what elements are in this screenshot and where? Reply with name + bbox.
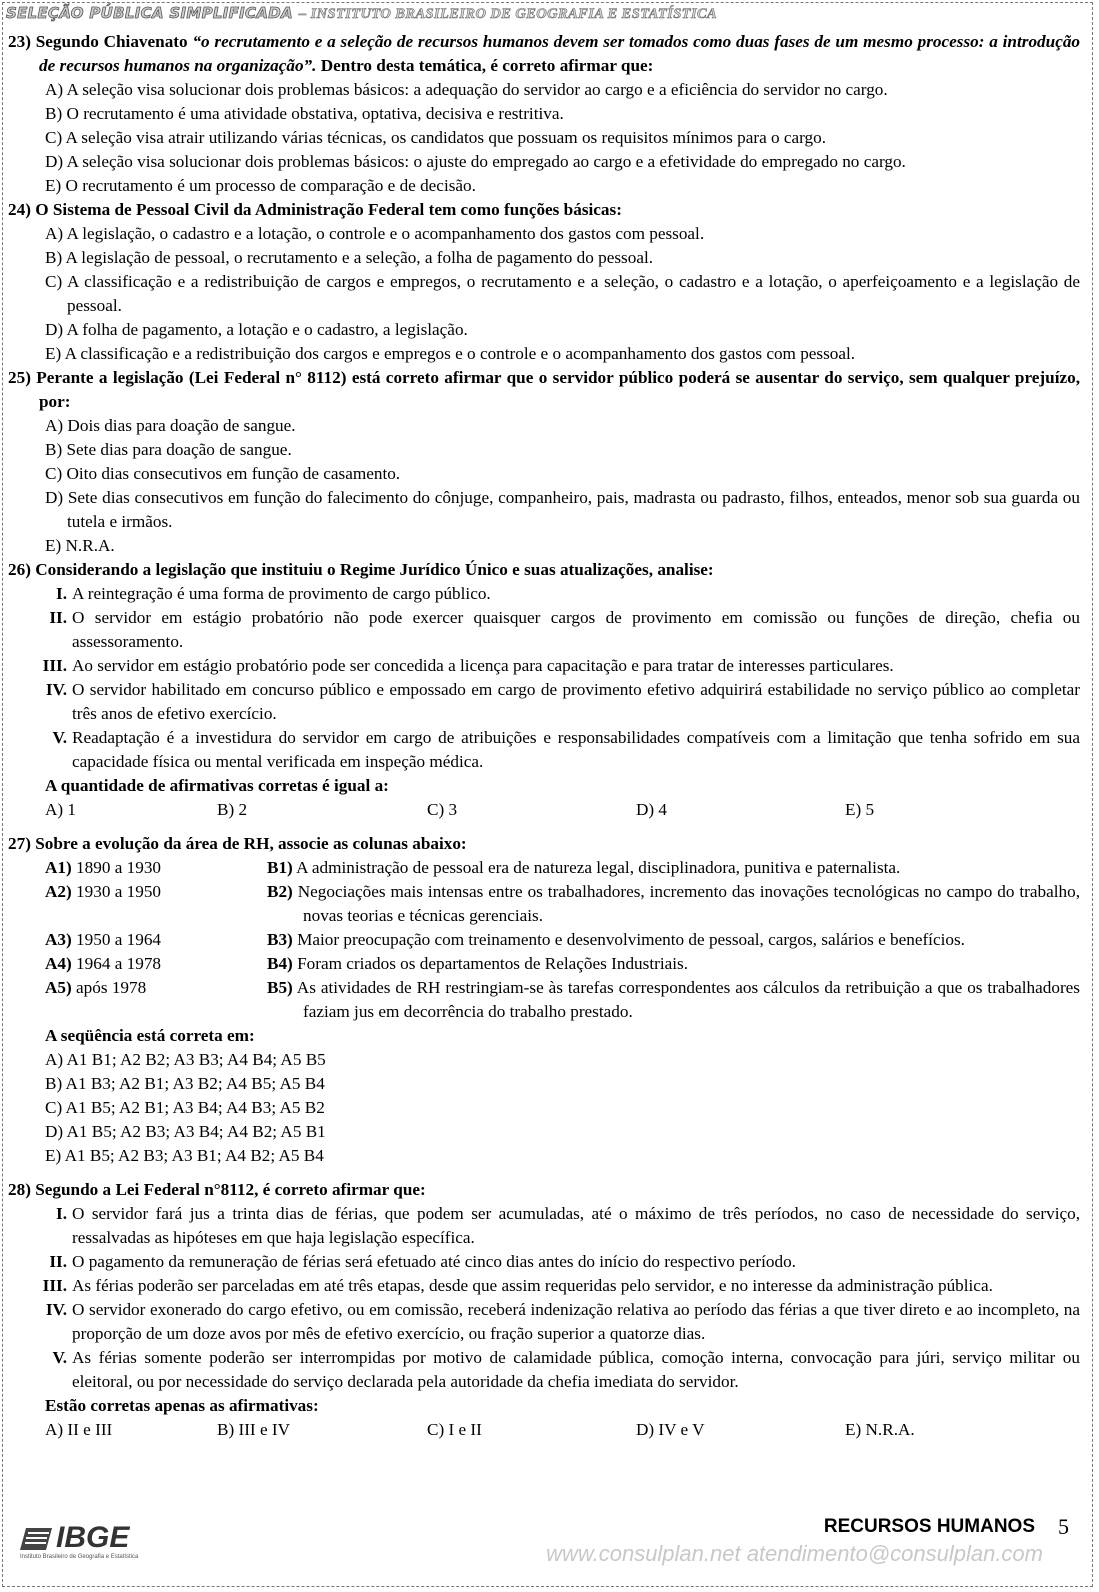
question-25 bbox=[8, 366, 1080, 558]
option-e: E) O recrutamento é um processo de comparação e de decisão. bbox=[45, 176, 476, 195]
column-a-period: 1950 a 1964 bbox=[76, 930, 162, 949]
exam-content bbox=[8, 30, 1080, 1442]
options-row bbox=[8, 798, 1080, 822]
column-a-period: 1964 a 1978 bbox=[76, 954, 162, 973]
ibge-logo bbox=[18, 1522, 148, 1564]
statement-number: IV. bbox=[45, 680, 67, 699]
statement-text: O servidor habilitado em concurso público e empossado em cargo de provimento efetivo adquirirá estabilidade no serviço público ao completar três anos de efetivo exercício. bbox=[72, 680, 1080, 723]
statement-number: I. bbox=[56, 1204, 67, 1223]
option-a: A) Dois dias para doação de sangue. bbox=[45, 416, 296, 435]
column-b-text: Foram criados os departamentos de Relações Industriais. bbox=[297, 954, 688, 973]
column-b-label: B2) bbox=[267, 882, 293, 901]
option-c: C) A seleção visa atrair utilizando várias técnicas, os candidatos que possuam os requisitos mínimos para o cargo. bbox=[45, 128, 827, 147]
statement bbox=[30, 654, 1080, 678]
ibge-logo-icon bbox=[18, 1524, 54, 1554]
column-a-label: A3) bbox=[45, 930, 72, 949]
question-lead: Segundo Chiavenato bbox=[35, 32, 188, 51]
question-title: 28) Segundo a Lei Federal n°8112, é correto afirmar que: bbox=[8, 1180, 426, 1199]
column-a-label: A4) bbox=[45, 954, 72, 973]
column-a-label: A1) bbox=[45, 858, 72, 877]
statement bbox=[30, 678, 1080, 726]
association-row bbox=[8, 928, 1080, 952]
question-title: 26) Considerando a legislação que instituiu o Regime Jurídico Único e suas atualizações, analise: bbox=[8, 560, 714, 579]
statement-text: O servidor em estágio probatório não pode exercer quaisquer cargos de provimento em comissão ou funções de direção, chefia ou assessoramento. bbox=[72, 608, 1080, 651]
question-24 bbox=[8, 198, 1080, 366]
option-b: B) O recrutamento é uma atividade obstativa, optativa, decisiva e restritiva. bbox=[45, 104, 564, 123]
option-c: C) Oito dias consecutivos em função de casamento. bbox=[45, 464, 401, 483]
column-b-label: B5) bbox=[267, 978, 293, 997]
question-title: 25) Perante a legislação (Lei Federal n° 8112) está correto afirmar que o servidor público poderá se ausentar do serviço, sem qualquer prejuízo, por: bbox=[8, 368, 1080, 411]
logo-text: IBGE bbox=[56, 1521, 130, 1554]
question-subhead: Estão corretas apenas as afirmativas: bbox=[45, 1396, 319, 1415]
option-b: B) III e IV bbox=[217, 1420, 291, 1439]
statement bbox=[30, 726, 1080, 774]
association-row bbox=[8, 952, 1080, 976]
question-tail: Dentro desta temática, é correto afirmar que: bbox=[320, 56, 654, 75]
option-e: E) 5 bbox=[845, 800, 875, 819]
statement bbox=[30, 1298, 1080, 1346]
statement-number: II. bbox=[49, 1252, 67, 1271]
option-e: E) A1 B5; A2 B3; A3 B1; A4 B2; A5 B4 bbox=[45, 1146, 324, 1165]
statement-number: IV. bbox=[45, 1300, 67, 1319]
statement-number: III. bbox=[42, 656, 67, 675]
option-b: B) 2 bbox=[217, 800, 248, 819]
statement-text: A reintegração é uma forma de provimento de cargo público. bbox=[72, 584, 491, 603]
option-e: E) N.R.A. bbox=[45, 536, 115, 555]
statement-text: As férias poderão ser parceladas em até três etapas, desde que assim requeridas pelo servidor, e no interesse da administração pública. bbox=[72, 1276, 993, 1295]
statement bbox=[30, 1274, 1080, 1298]
option-e: E) N.R.A. bbox=[845, 1420, 915, 1439]
logo-subtitle: Instituto Brasileiro de Geografia e Estatística bbox=[20, 1554, 139, 1560]
options-row bbox=[8, 1418, 1080, 1442]
option-d: D) A1 B5; A2 B3; A3 B4; A4 B2; A5 B1 bbox=[45, 1122, 326, 1141]
column-b-label: B3) bbox=[267, 930, 293, 949]
statement-number: V. bbox=[52, 1348, 67, 1367]
option-b: B) A1 B3; A2 B1; A3 B2; A4 B5; A5 B4 bbox=[45, 1074, 325, 1093]
statement-text: As férias somente poderão ser interrompidas por motivo de calamidade pública, comoção interna, convocação para júri, serviço militar ou eleitoral, ou por necessidade do serviço declarada pela autoridade da chefia imediata do servidor. bbox=[72, 1348, 1080, 1391]
question-subhead: A quantidade de afirmativas corretas é igual a: bbox=[45, 776, 389, 795]
statement-number: I. bbox=[56, 584, 67, 603]
statement-text: Ao servidor em estágio probatório pode ser concedida a licença para capacitação e para tratar de interesses particulares. bbox=[72, 656, 894, 675]
question-title: 27) Sobre a evolução da área de RH, associe as colunas abaixo: bbox=[8, 834, 467, 853]
column-b-label: B4) bbox=[267, 954, 293, 973]
statement-text: Readaptação é a investidura do servidor em cargo de atribuições e responsabilidades compatíveis com a limitação que tenha sofrido em sua capacidade física ou mental verificada em inspeção médica. bbox=[72, 728, 1080, 771]
column-b-label: B1) bbox=[267, 858, 293, 877]
column-a-label: A2) bbox=[45, 882, 72, 901]
statement bbox=[30, 1202, 1080, 1250]
statement-text: O servidor fará jus a trinta dias de férias, que podem ser acumuladas, até o máximo de três períodos, no caso de necessidade do serviço, ressalvadas as hipóteses em que haja legislação específica. bbox=[72, 1204, 1080, 1247]
option-d: D) Sete dias consecutivos em função do falecimento do cônjuge, companheiro, pais, madrasta ou padrasto, filhos, enteados, menor sob sua guarda ou tutela e irmãos. bbox=[45, 488, 1080, 531]
option-e: E) A classificação e a redistribuição dos cargos e empregos e o controle e o acompanhamento dos gastos com pessoal. bbox=[45, 344, 856, 363]
statement-text: O servidor exonerado do cargo efetivo, ou em comissão, receberá indenização relativa ao período das férias a que tiver direto e ao incompleto, na proporção de um doze avos por mês de efetivo exercício, ou fração superior a quatorze dias. bbox=[72, 1300, 1080, 1343]
association-row bbox=[8, 856, 1080, 880]
option-d: D) A folha de pagamento, a lotação e o cadastro, a legislação. bbox=[45, 320, 468, 339]
option-b: B) A legislação de pessoal, o recrutamento e a seleção, a folha de pagamento do pessoal. bbox=[45, 248, 654, 267]
question-27 bbox=[8, 832, 1080, 1168]
option-d: D) 4 bbox=[636, 800, 668, 819]
column-b-text: Negociações mais intensas entre os trabalhadores, incremento das inovações tecnológicas no campo do trabalho, novas teorias e técnicas gerenciais. bbox=[297, 882, 1081, 925]
column-a-label: A5) bbox=[45, 978, 72, 997]
question-23 bbox=[8, 30, 1080, 198]
option-a: A) II e III bbox=[45, 1420, 113, 1439]
association-row bbox=[8, 880, 1080, 928]
option-a: A) A legislação, o cadastro e a lotação, o controle e o acompanhamento dos gastos com pessoal. bbox=[45, 224, 705, 243]
option-c: C) A classificação e a redistribuição de cargos e empregos, o recrutamento e a seleção, o cadastro e a lotação, o aperfeiçoamento e a legislação de pessoal. bbox=[45, 272, 1080, 315]
option-a: A) 1 bbox=[45, 800, 77, 819]
section-title: RECURSOS HUMANOS bbox=[823, 1516, 1035, 1537]
column-a-period: após 1978 bbox=[76, 978, 147, 997]
option-a: A) A seleção visa solucionar dois problemas básicos: a adequação do servidor ao cargo e a eficiência do servidor no cargo. bbox=[45, 80, 888, 99]
column-b-text: Maior preocupação com treinamento e desenvolvimento de pessoal, cargos, salários e benefícios. bbox=[297, 930, 965, 949]
question-title: 24) O Sistema de Pessoal Civil da Administração Federal tem como funções básicas: bbox=[8, 200, 622, 219]
question-subhead: A seqüência está correta em: bbox=[45, 1026, 255, 1045]
option-a: A) A1 B1; A2 B2; A3 B3; A4 B4; A5 B5 bbox=[45, 1050, 326, 1069]
association-row bbox=[8, 976, 1080, 1024]
column-b-text: A administração de pessoal era de natureza legal, disciplinadora, punitiva e paternalista. bbox=[296, 858, 901, 877]
question-26 bbox=[8, 558, 1080, 822]
statement-number: V. bbox=[52, 728, 67, 747]
option-b: B) Sete dias para doação de sangue. bbox=[45, 440, 292, 459]
option-d: D) A seleção visa solucionar dois problemas básicos: o ajuste do empregado ao cargo e a efetividade do empregado no cargo. bbox=[45, 152, 906, 171]
header-right: – INSTITUTO BRASILEIRO DE GEOGRAFIA E ESTATÍSTICA bbox=[298, 6, 718, 22]
statement-number: III. bbox=[42, 1276, 67, 1295]
statement bbox=[30, 582, 1080, 606]
page-number: 5 bbox=[1058, 1514, 1069, 1539]
statement bbox=[30, 1250, 1080, 1274]
column-a-period: 1930 a 1950 bbox=[76, 882, 162, 901]
column-a-period: 1890 a 1930 bbox=[76, 858, 162, 877]
question-28 bbox=[8, 1178, 1080, 1442]
statement-text: O pagamento da remuneração de férias será efetuado até cinco dias antes do início do respectivo período. bbox=[72, 1252, 796, 1271]
statement-number: II. bbox=[49, 608, 67, 627]
statement bbox=[30, 1346, 1080, 1394]
statement bbox=[30, 606, 1080, 654]
option-c: C) A1 B5; A2 B1; A3 B4; A4 B3; A5 B2 bbox=[45, 1098, 325, 1117]
column-b-text: As atividades de RH restringiam-se às tarefas correspondentes aos cálculos da retribuição a que os trabalhadores faziam jus em decorrência do trabalho prestado. bbox=[296, 978, 1080, 1021]
question-number: 23) bbox=[8, 32, 31, 51]
footer-url: www.consulplan.net atendimento@consulplan.com bbox=[546, 1541, 1043, 1566]
option-c: C) 3 bbox=[427, 800, 458, 819]
header-left: SELEÇÃO PÚBLICA SIMPLIFICADA bbox=[6, 4, 293, 22]
option-d: D) IV e V bbox=[636, 1420, 705, 1439]
question-title bbox=[8, 30, 1080, 78]
page-header bbox=[6, 4, 717, 24]
option-c: C) I e II bbox=[427, 1420, 482, 1439]
question-quote: “o recrutamento e a seleção de recursos humanos devem ser tomados como duas fases de um mesmo processo: a introdução de recursos humanos na organização”. bbox=[39, 32, 1081, 75]
